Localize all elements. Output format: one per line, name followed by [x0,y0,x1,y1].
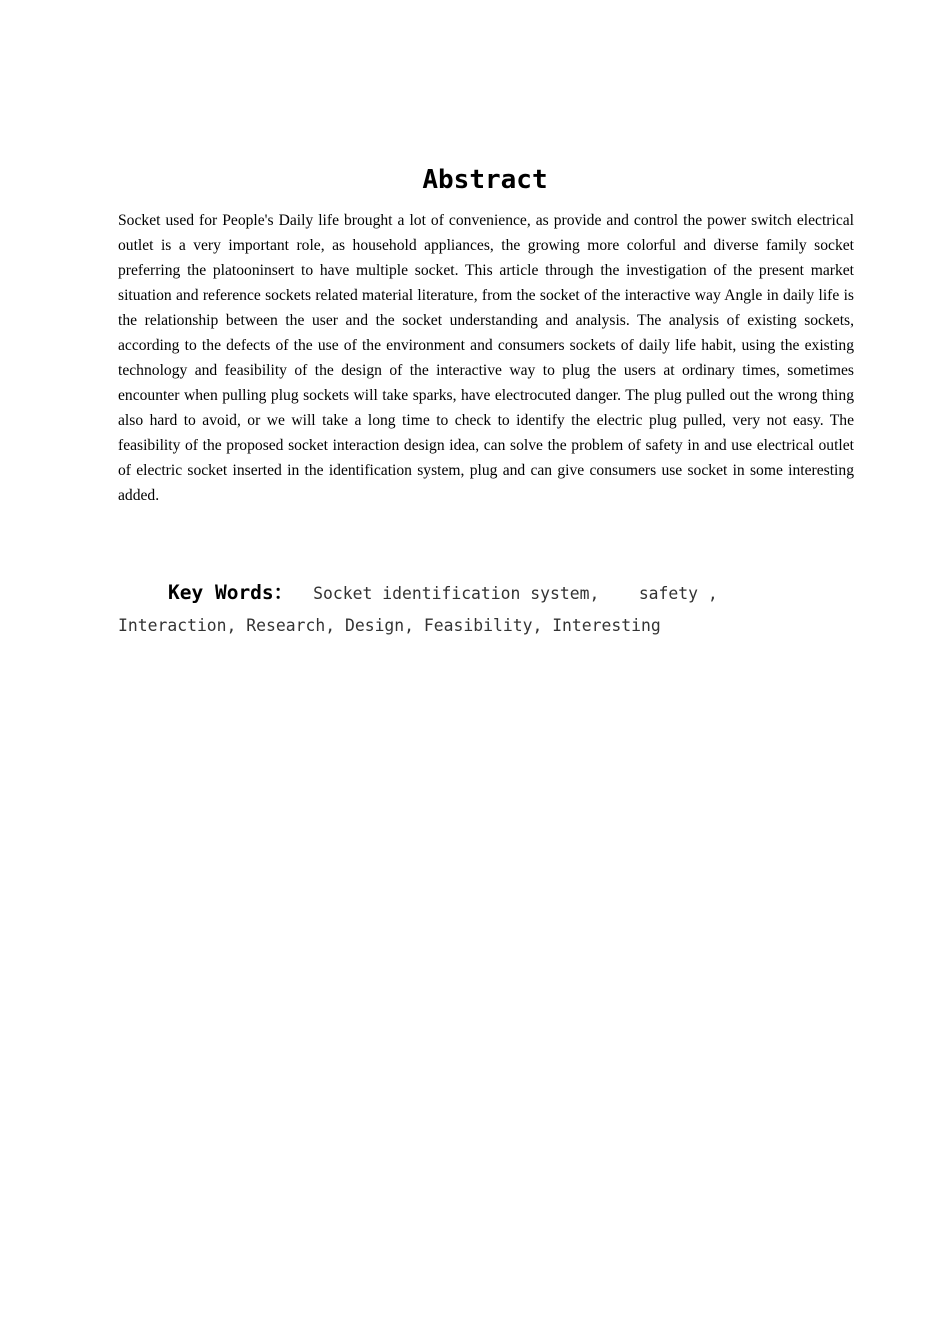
abstract-title: Abstract [422,165,548,195]
keywords-label: Key Words： [168,581,294,604]
keywords-section [118,576,854,642]
keywords-text-line-1: Socket identification system, safety , [313,584,718,603]
keywords-text-line-2: Interaction, Research, Design, Feasibility, Interesting [118,616,661,635]
abstract-body: Socket used for People's Daily life brought a lot of convenience, as provide and control the power switch electrical outlet is a very important role, as household appliances, the growing more colorful and diverse family socket preferring the platooninsert to have multiple socket. This article through the investigation of the present market situation and reference sockets related material literature, from the socket of the interactive way Angle in daily life is the relationship between the user and the socket understanding and analysis. The analysis of existing sockets, according to the defects of the use of the environment and consumers sockets of daily life habit, using the existing technology and feasibility of the design of the interactive way to plug the users at ordinary times, sometimes encounter when pulling plug sockets will take sparks, have electrocuted danger. The plug pulled out the wrong thing also hard to avoid, or we will take a long time to check to identify the electric plug pulled, very not easy. The feasibility of the proposed socket interaction design idea, can solve the problem of safety in and use electrical outlet of electric socket inserted in the identification system, plug and can give consumers use socket in some interesting added. [118,212,854,504]
keywords-line-1 [118,576,854,610]
